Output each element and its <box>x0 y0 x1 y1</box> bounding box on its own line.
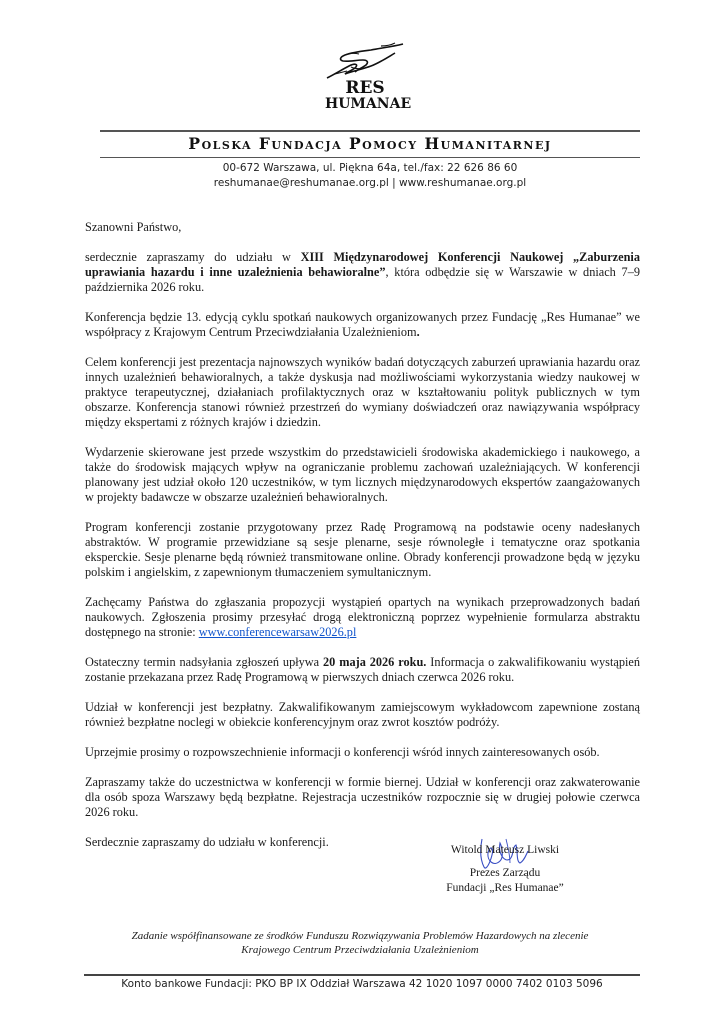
funding-note <box>100 929 620 957</box>
funding-line-1: Zadanie współfinansowane ze środków Funduszu Rozwiązywania Problemów Hazardowych na zlecenie <box>131 930 589 942</box>
header-bottom-rule <box>100 157 640 158</box>
invitation-dates: , która odbędzie się w Warszawie w dniach 7–9 października 2026 roku. <box>85 265 640 294</box>
letter-body <box>85 220 640 865</box>
logo-text-res: RES <box>345 78 385 98</box>
submissions-text: Zachęcamy Państwa do zgłaszania propozycji wystąpień opartych na wynikach przeprowadzonych badań naukowych. Zgłoszenia prosimy przesyłać drogą elektroniczną poprzez wypełnienie formularza abstraktu dostępnego na stronie: <box>85 595 640 639</box>
paragraph-edition <box>85 310 640 340</box>
salutation: Szanowni Państwo, <box>85 220 182 234</box>
signatory-title: Prezes Zarządu <box>469 867 541 879</box>
edition-text: Konferencja będzie 13. edycją cyklu spotkań naukowych organizowanych przez Fundację „Res Humanae” we współpracy z Krajowym Centrum Przeciwdziałania Uzależnieniom <box>85 310 640 339</box>
funding-line-2: Krajowego Centrum Przeciwdziałania Uzależnieniom <box>241 944 479 956</box>
bank-account: Konto bankowe Fundacji: PKO BP IX Oddział Warszawa 42 1020 1097 0000 7402 0103 5096 <box>121 978 603 990</box>
paragraph-dissemination: Uprzejmie prosimy o rozpowszechnienie informacji o konferencji wśród innych zainteresowanych osób. <box>85 745 600 759</box>
edition-period: . <box>416 325 420 339</box>
paragraph-passive-participation: Zapraszamy także do uczestnictwa w konferencji w formie biernej. Udział w konferencji oraz zakwaterowanie dla osób spoza Warszawy będą bezpłatne. Rejestracja uczestników rozpocznie się w drugiej połowie czerwca 2026 roku. <box>85 775 640 819</box>
footer-rule <box>84 974 640 976</box>
signatory-organization: Fundacji „Res Humanae” <box>446 882 564 894</box>
hands-reaching-icon <box>325 38 405 80</box>
contact-address: 00-672 Warszawa, ul. Piękna 64a, tel./fax: 22 626 86 60 <box>222 162 518 174</box>
closing-line: Serdecznie zapraszamy do udziału w konferencji. <box>85 835 329 849</box>
paragraph-goal: Celem konferencji jest prezentacja najnowszych wyników badań dotyczących zaburzeń uprawiania hazardu oraz innych uzależnień behawioralnych, a także dyskusja nad możliwościami wykorzystania wiedzy naukowej w praktyce terapeutycznej, działaniach profilaktycznych oraz w kształtowaniu polityk publicznych w tym obszarze. Konferencja stanowi również przestrzeń do wymiany doświadczeń oraz nawiązywania współpracy między ekspertami z różnych krajów i dziedzin. <box>85 355 640 429</box>
paragraph-audience: Wydarzenie skierowane jest przede wszystkim do przedstawicieli środowiska akademickiego i naukowego, a także do środowisk mających wpływ na ograniczanie problemu zachowań uzależniających. W konferencji planowany jest udział około 120 uczestników, w tym licznych międzynarodowych ekspertów zaangażowanych w projekty badawcze w obszarze uzależnień behawioralnych. <box>85 445 640 504</box>
conference-title: XIII Międzynarodowej Konferencji Naukowej „Zaburzenia uprawiania hazardu i inne uzależnienia behawioralne” <box>85 250 640 279</box>
paragraph-fees: Udział w konferencji jest bezpłatny. Zakwalifikowanym zamiejscowym wykładowcom zapewnione zostaną również bezpłatne noclegi w obiekcie konferencyjnym oraz zwrot kosztów podróży. <box>85 700 640 729</box>
organization-name: Polska Fundacja Pomocy Humanitarnej <box>188 134 552 153</box>
deadline-date: 20 maja 2026 roku. <box>323 655 427 669</box>
contact-email-website: reshumanae@reshumanae.org.pl | www.reshumanae.org.pl <box>213 177 527 189</box>
logo-text-humanae: HUMANAE <box>325 96 412 112</box>
signature-block <box>430 843 580 896</box>
invitation-text: serdecznie zapraszamy do udziału w <box>85 250 301 264</box>
paragraph-submissions <box>85 595 640 640</box>
header-top-rule <box>100 130 640 132</box>
conference-website-link[interactable]: www.conferencewarsaw2026.pl <box>198 625 357 639</box>
paragraph-invitation <box>85 250 640 295</box>
signatory-name: Witold Mateusz Liwski <box>450 844 560 856</box>
foundation-logo <box>325 38 412 118</box>
deadline-text: Ostateczny termin nadsyłania zgłoszeń upływa <box>85 655 324 669</box>
paragraph-deadline <box>85 655 640 685</box>
deadline-info: Informacja o zakwalifikowaniu wystąpień zostanie przekazana przez Radę Programową w pierwszych dniach czerwca 2026 roku. <box>85 655 640 684</box>
paragraph-program: Program konferencji zostanie przygotowany przez Radę Programową na podstawie oceny nadesłanych abstraktów. W programie przewidziane są sesje plenarne, sesje równoległe i tematyczne oraz spotkania eksperckie. Sesje plenarne będą również transmitowane online. Obrady konferencji prowadzone będą w języku polskim i angielskim, z zapewnionym tłumaczeniem symultanicznym. <box>85 520 640 579</box>
